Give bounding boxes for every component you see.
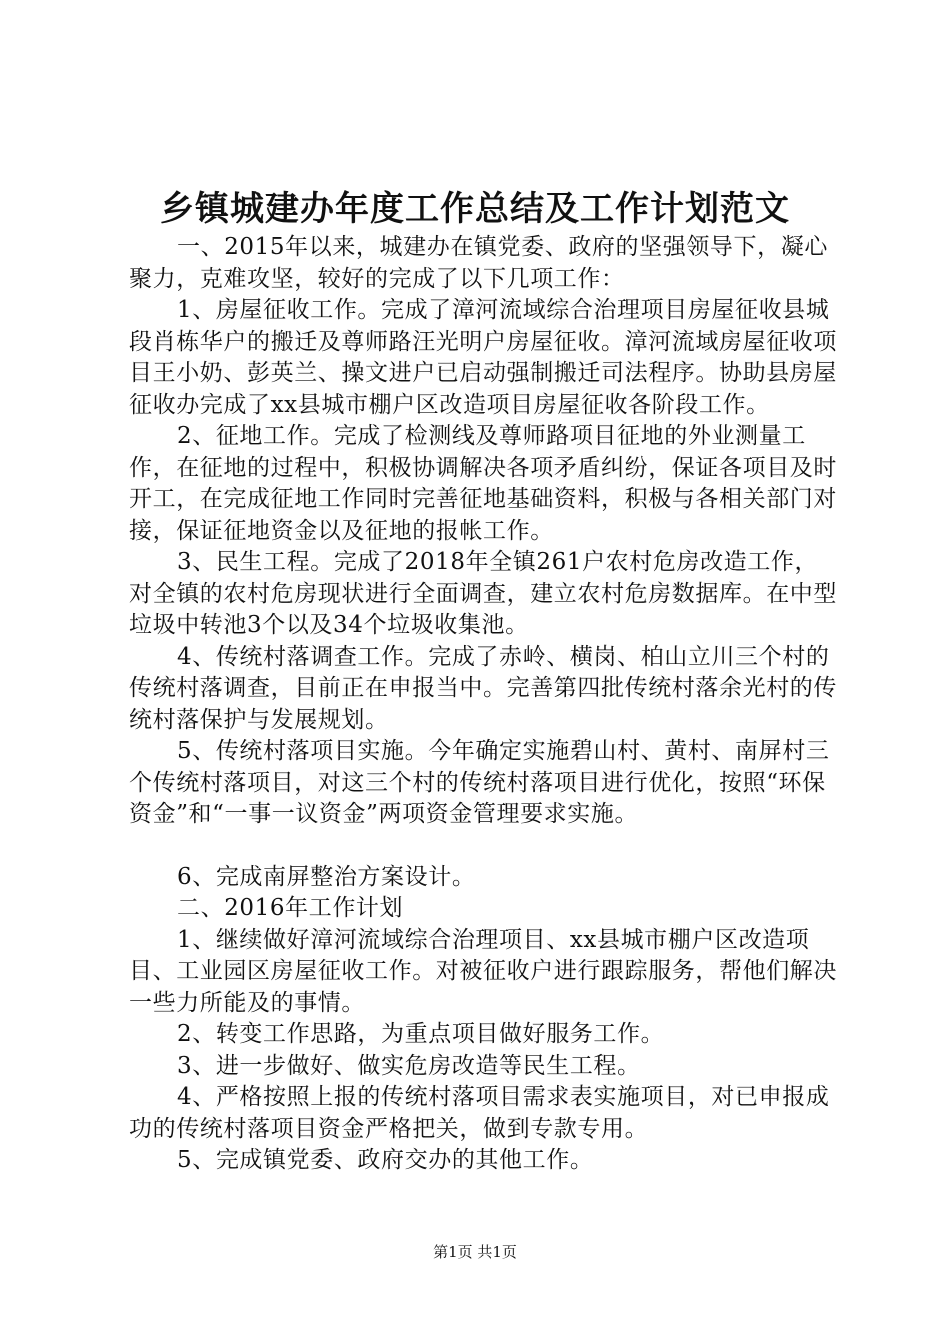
paragraph-item-4: 4、传统村落调查工作。完成了赤岭、横岗、柏山立川三个村的传统村落调查，目前正在申报当中。完善第四批传统村落余光村的传统村落保护与发展规划。 (129, 643, 837, 733)
paragraph-item-2: 2、征地工作。完成了检测线及尊师路项目征地的外业测量工作，在征地的过程中，积极协调解决各项矛盾纠纷，保证各项目及时开工，在完成征地工作同时完善征地基础资料，积极与各相关部门对接，保证征地资金以及征地的报帐工作。 (129, 423, 837, 544)
plan-item-2: 2、转变工作思路，为重点项目做好服务工作。 (177, 1021, 665, 1047)
plan-item-5: 5、完成镇党委、政府交办的其他工作。 (177, 1147, 594, 1173)
section-heading-plan: 二、2016年工作计划 (177, 895, 404, 921)
document-title: 乡镇城建办年度工作总结及工作计划范文 (160, 189, 790, 229)
document-body (129, 232, 841, 1177)
paragraph-item-6: 6、完成南屏整治方案设计。 (177, 863, 476, 890)
page-footer: 第1页 共1页 (433, 1243, 517, 1261)
paragraph-item-5: 5、传统村落项目实施。今年确定实施碧山村、黄村、南屏村三个传统村落项目，对这三个村的传统村落项目进行优化，按照“环保资金”和“一事一议资金”两项资金管理要求实施。 (129, 738, 830, 827)
plan-item-4: 4、严格按照上报的传统村落项目需求表实施项目，对已申报成功的传统村落项目资金严格把关，做到专款专用。 (129, 1084, 830, 1142)
paragraph-item-3: 3、民生工程。完成了2018年全镇261户农村危房改造工作，对全镇的农村危房现状进行全面调查，建立农村危房数据库。在中型垃圾中转池3个以及34个垃圾收集池。 (129, 549, 837, 638)
paragraph-item-1: 1、房屋征收工作。完成了漳河流域综合治理项目房屋征收县城段肖栋华户的搬迁及尊师路汪光明户房屋征收。漳河流域房屋征收项目王小奶、彭英兰、操文进户已启动强制搬迁司法程序。协助县房屋征收办完成了xx县城市棚户区改造项目房屋征收各阶段工作。 (129, 297, 837, 418)
plan-item-1: 1、继续做好漳河流域综合治理项目、xx县城市棚户区改造项目、工业园区房屋征收工作。对被征收户进行跟踪服务，帮他们解决一些力所能及的事情。 (129, 926, 837, 1016)
paragraph-intro: 一、2015年以来，城建办在镇党委、政府的坚强领导下，凝心聚力，克难攻坚，较好的完成了以下几项工作： (129, 234, 828, 292)
plan-item-3: 3、进一步做好、做实危房改造等民生工程。 (177, 1052, 641, 1079)
